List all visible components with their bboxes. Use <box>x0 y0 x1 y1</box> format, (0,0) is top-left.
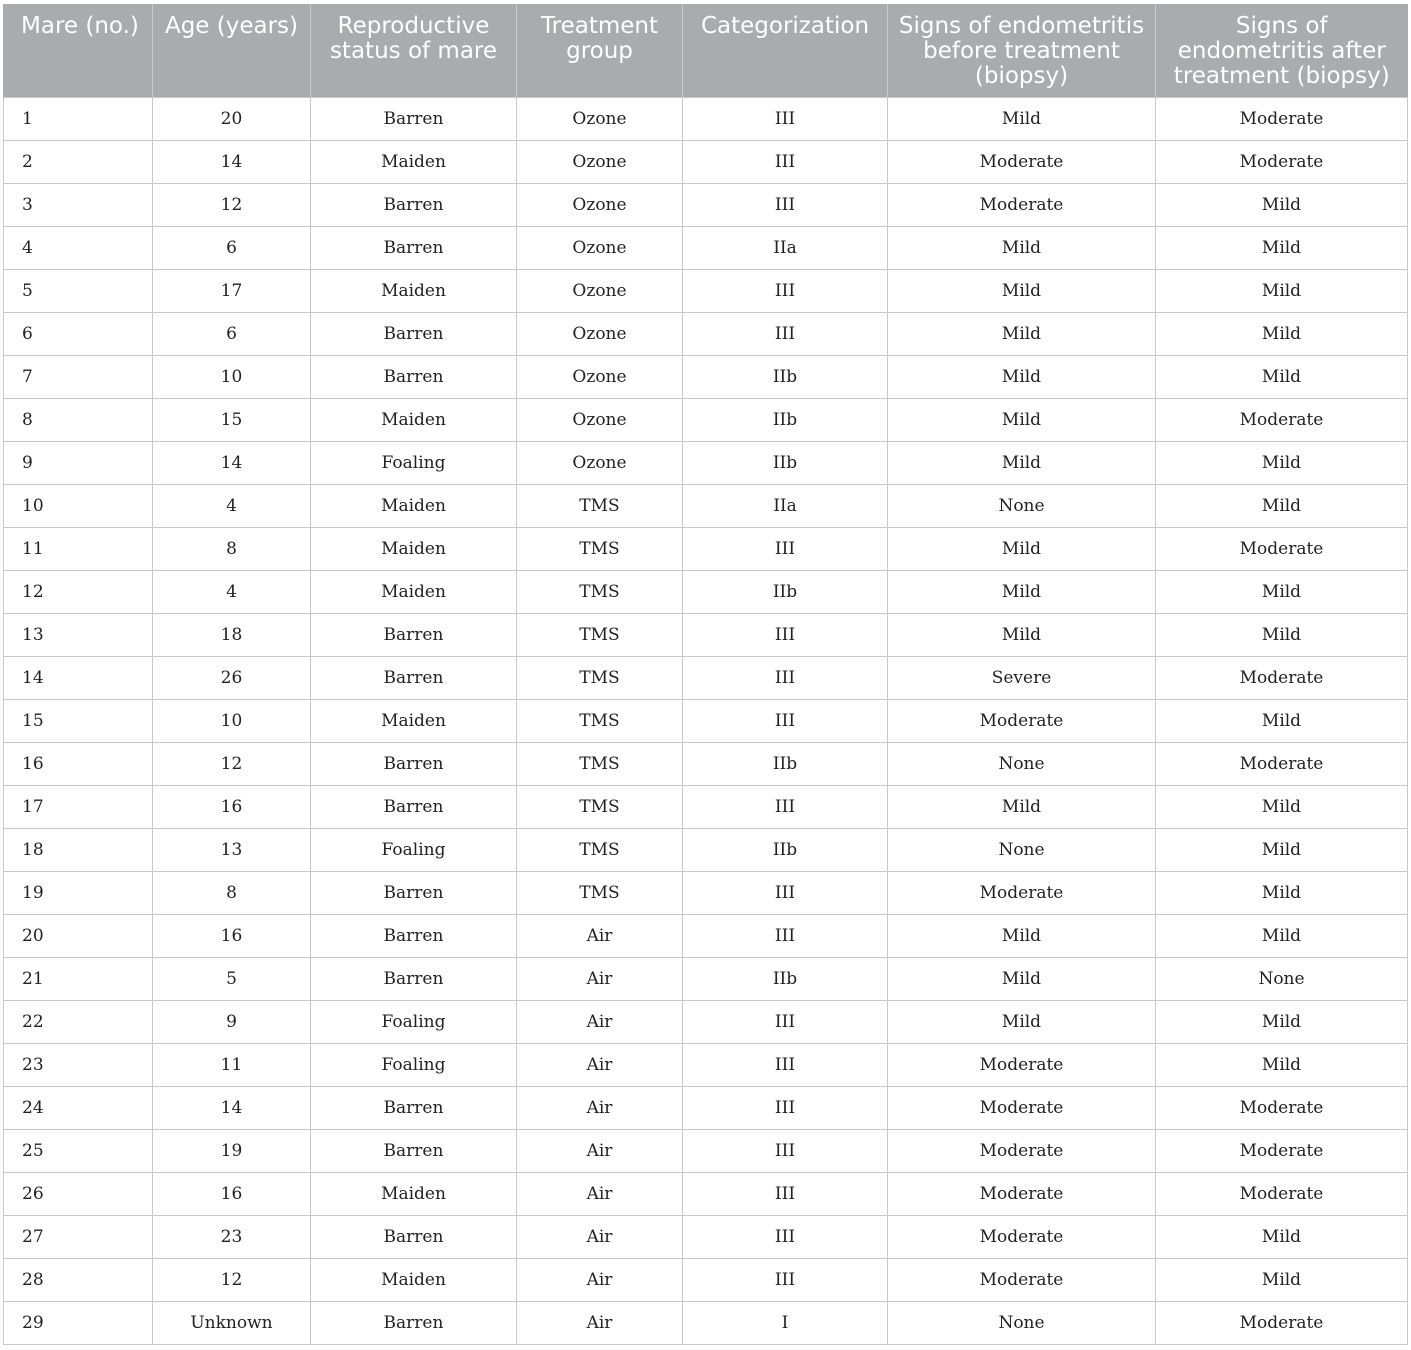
header-mare-no: Mare (no.) <box>4 4 153 98</box>
cell-signs-before: Moderate <box>888 1130 1156 1173</box>
cell-reproductive-status: Foaling <box>311 829 517 872</box>
table-row <box>4 657 1408 700</box>
cell-age: 4 <box>153 485 311 528</box>
cell-age: 14 <box>153 1087 311 1130</box>
cell-signs-after: Mild <box>1156 786 1408 829</box>
cell-treatment-group: Ozone <box>517 442 683 485</box>
cell-age: 17 <box>153 270 311 313</box>
cell-age: 10 <box>153 356 311 399</box>
table-row <box>4 442 1408 485</box>
cell-age: 8 <box>153 872 311 915</box>
cell-signs-before: Mild <box>888 313 1156 356</box>
cell-reproductive-status: Barren <box>311 786 517 829</box>
cell-age: 16 <box>153 786 311 829</box>
cell-categorization: III <box>683 313 888 356</box>
cell-reproductive-status: Foaling <box>311 1001 517 1044</box>
cell-categorization: III <box>683 528 888 571</box>
cell-mare-no: 9 <box>4 442 153 485</box>
cell-signs-after: Mild <box>1156 1044 1408 1087</box>
cell-signs-before: Severe <box>888 657 1156 700</box>
cell-signs-before: Moderate <box>888 1259 1156 1302</box>
cell-signs-before: Moderate <box>888 700 1156 743</box>
cell-signs-before: None <box>888 1302 1156 1345</box>
table-header <box>4 4 1408 98</box>
cell-treatment-group: Ozone <box>517 184 683 227</box>
cell-categorization: IIb <box>683 442 888 485</box>
cell-mare-no: 10 <box>4 485 153 528</box>
table-row <box>4 829 1408 872</box>
header-categorization: Categorization <box>683 4 888 98</box>
cell-signs-after: Mild <box>1156 571 1408 614</box>
table-row <box>4 700 1408 743</box>
cell-signs-after: Mild <box>1156 442 1408 485</box>
cell-age: 23 <box>153 1216 311 1259</box>
data-table-container <box>3 4 1407 1345</box>
cell-age: 10 <box>153 700 311 743</box>
cell-age: 4 <box>153 571 311 614</box>
cell-categorization: III <box>683 915 888 958</box>
cell-reproductive-status: Barren <box>311 1216 517 1259</box>
header-age: Age (years) <box>153 4 311 98</box>
table-row <box>4 485 1408 528</box>
cell-reproductive-status: Barren <box>311 98 517 141</box>
table-row <box>4 1302 1408 1345</box>
cell-signs-after: Mild <box>1156 700 1408 743</box>
cell-signs-before: Mild <box>888 915 1156 958</box>
cell-reproductive-status: Maiden <box>311 485 517 528</box>
cell-age: 6 <box>153 313 311 356</box>
cell-reproductive-status: Foaling <box>311 1044 517 1087</box>
cell-signs-after: Mild <box>1156 829 1408 872</box>
cell-mare-no: 25 <box>4 1130 153 1173</box>
cell-signs-before: Mild <box>888 958 1156 1001</box>
cell-categorization: IIb <box>683 356 888 399</box>
cell-age: 12 <box>153 743 311 786</box>
cell-treatment-group: Air <box>517 1173 683 1216</box>
header-row <box>4 4 1408 98</box>
header-signs-before: Signs of endometritis before treatment (biopsy) <box>888 4 1156 98</box>
cell-signs-before: Moderate <box>888 141 1156 184</box>
cell-treatment-group: Ozone <box>517 141 683 184</box>
cell-treatment-group: Ozone <box>517 399 683 442</box>
cell-signs-after: Mild <box>1156 1216 1408 1259</box>
cell-signs-after: Mild <box>1156 915 1408 958</box>
table-row <box>4 528 1408 571</box>
cell-signs-before: Mild <box>888 571 1156 614</box>
cell-treatment-group: Air <box>517 1001 683 1044</box>
cell-treatment-group: Air <box>517 1087 683 1130</box>
cell-signs-after: Mild <box>1156 313 1408 356</box>
cell-signs-after: Mild <box>1156 485 1408 528</box>
cell-treatment-group: Air <box>517 958 683 1001</box>
cell-age: 12 <box>153 1259 311 1302</box>
cell-reproductive-status: Maiden <box>311 399 517 442</box>
header-signs-after: Signs of endometritis after treatment (biopsy) <box>1156 4 1408 98</box>
cell-signs-before: Mild <box>888 399 1156 442</box>
table-row <box>4 313 1408 356</box>
cell-mare-no: 15 <box>4 700 153 743</box>
cell-signs-after: Moderate <box>1156 141 1408 184</box>
cell-signs-before: Moderate <box>888 1044 1156 1087</box>
cell-age: 9 <box>153 1001 311 1044</box>
cell-categorization: III <box>683 1259 888 1302</box>
cell-mare-no: 29 <box>4 1302 153 1345</box>
cell-mare-no: 19 <box>4 872 153 915</box>
cell-signs-after: None <box>1156 958 1408 1001</box>
cell-mare-no: 17 <box>4 786 153 829</box>
cell-age: 14 <box>153 442 311 485</box>
cell-treatment-group: TMS <box>517 829 683 872</box>
table-row <box>4 958 1408 1001</box>
cell-treatment-group: Air <box>517 1259 683 1302</box>
cell-age: 11 <box>153 1044 311 1087</box>
cell-categorization: IIb <box>683 399 888 442</box>
cell-age: 26 <box>153 657 311 700</box>
cell-treatment-group: Air <box>517 1302 683 1345</box>
cell-reproductive-status: Barren <box>311 743 517 786</box>
cell-signs-after: Moderate <box>1156 528 1408 571</box>
cell-categorization: I <box>683 1302 888 1345</box>
cell-signs-after: Moderate <box>1156 1302 1408 1345</box>
cell-age: 19 <box>153 1130 311 1173</box>
cell-signs-before: Moderate <box>888 1173 1156 1216</box>
cell-reproductive-status: Barren <box>311 1087 517 1130</box>
cell-reproductive-status: Barren <box>311 227 517 270</box>
cell-treatment-group: TMS <box>517 485 683 528</box>
cell-reproductive-status: Barren <box>311 313 517 356</box>
table-row <box>4 1044 1408 1087</box>
cell-mare-no: 2 <box>4 141 153 184</box>
cell-mare-no: 1 <box>4 98 153 141</box>
cell-categorization: III <box>683 872 888 915</box>
cell-signs-before: Mild <box>888 1001 1156 1044</box>
cell-mare-no: 8 <box>4 399 153 442</box>
cell-signs-after: Mild <box>1156 1259 1408 1302</box>
cell-signs-after: Moderate <box>1156 1173 1408 1216</box>
cell-signs-after: Mild <box>1156 227 1408 270</box>
cell-mare-no: 12 <box>4 571 153 614</box>
cell-signs-before: None <box>888 829 1156 872</box>
table-row <box>4 571 1408 614</box>
cell-categorization: IIa <box>683 485 888 528</box>
cell-age: 13 <box>153 829 311 872</box>
table-row <box>4 1087 1408 1130</box>
table-row <box>4 786 1408 829</box>
cell-reproductive-status: Barren <box>311 915 517 958</box>
cell-treatment-group: Air <box>517 1044 683 1087</box>
table-row <box>4 141 1408 184</box>
cell-reproductive-status: Barren <box>311 657 517 700</box>
cell-treatment-group: TMS <box>517 700 683 743</box>
table-row <box>4 227 1408 270</box>
table-row <box>4 1130 1408 1173</box>
cell-treatment-group: TMS <box>517 743 683 786</box>
cell-mare-no: 3 <box>4 184 153 227</box>
cell-reproductive-status: Maiden <box>311 1173 517 1216</box>
cell-treatment-group: TMS <box>517 571 683 614</box>
cell-mare-no: 20 <box>4 915 153 958</box>
cell-signs-before: Moderate <box>888 1216 1156 1259</box>
cell-signs-before: Mild <box>888 614 1156 657</box>
table-row <box>4 1001 1408 1044</box>
cell-age: 15 <box>153 399 311 442</box>
cell-signs-after: Moderate <box>1156 1087 1408 1130</box>
cell-signs-after: Moderate <box>1156 98 1408 141</box>
cell-reproductive-status: Barren <box>311 184 517 227</box>
cell-reproductive-status: Barren <box>311 356 517 399</box>
cell-age: 16 <box>153 1173 311 1216</box>
cell-treatment-group: Air <box>517 1216 683 1259</box>
cell-categorization: III <box>683 1087 888 1130</box>
cell-treatment-group: TMS <box>517 872 683 915</box>
cell-reproductive-status: Barren <box>311 1130 517 1173</box>
cell-mare-no: 24 <box>4 1087 153 1130</box>
cell-mare-no: 26 <box>4 1173 153 1216</box>
table-row <box>4 399 1408 442</box>
cell-treatment-group: Ozone <box>517 227 683 270</box>
cell-signs-after: Mild <box>1156 614 1408 657</box>
cell-signs-before: Moderate <box>888 872 1156 915</box>
cell-age: 18 <box>153 614 311 657</box>
cell-age: 6 <box>153 227 311 270</box>
table-row <box>4 356 1408 399</box>
cell-signs-after: Mild <box>1156 1001 1408 1044</box>
cell-reproductive-status: Maiden <box>311 528 517 571</box>
cell-age: 20 <box>153 98 311 141</box>
cell-categorization: III <box>683 1130 888 1173</box>
cell-categorization: III <box>683 184 888 227</box>
cell-signs-before: Mild <box>888 227 1156 270</box>
cell-signs-after: Mild <box>1156 356 1408 399</box>
cell-signs-before: None <box>888 743 1156 786</box>
cell-signs-after: Mild <box>1156 872 1408 915</box>
cell-mare-no: 13 <box>4 614 153 657</box>
cell-categorization: III <box>683 700 888 743</box>
cell-signs-before: Mild <box>888 528 1156 571</box>
cell-signs-before: Mild <box>888 270 1156 313</box>
cell-treatment-group: TMS <box>517 657 683 700</box>
header-reproductive-status: Reproductive status of mare <box>311 4 517 98</box>
cell-signs-after: Moderate <box>1156 1130 1408 1173</box>
cell-signs-after: Moderate <box>1156 399 1408 442</box>
cell-age: 5 <box>153 958 311 1001</box>
cell-treatment-group: TMS <box>517 786 683 829</box>
cell-mare-no: 28 <box>4 1259 153 1302</box>
cell-categorization: III <box>683 1173 888 1216</box>
table-body <box>4 98 1408 1345</box>
cell-treatment-group: Air <box>517 915 683 958</box>
cell-reproductive-status: Maiden <box>311 700 517 743</box>
cell-reproductive-status: Maiden <box>311 1259 517 1302</box>
cell-categorization: III <box>683 141 888 184</box>
cell-categorization: III <box>683 1216 888 1259</box>
table-row <box>4 1216 1408 1259</box>
cell-mare-no: 14 <box>4 657 153 700</box>
mare-endometritis-table <box>3 4 1408 1345</box>
cell-mare-no: 11 <box>4 528 153 571</box>
table-row <box>4 1173 1408 1216</box>
cell-reproductive-status: Maiden <box>311 141 517 184</box>
cell-age: 12 <box>153 184 311 227</box>
cell-categorization: III <box>683 98 888 141</box>
cell-treatment-group: Air <box>517 1130 683 1173</box>
cell-age: 16 <box>153 915 311 958</box>
cell-signs-after: Moderate <box>1156 657 1408 700</box>
cell-categorization: IIb <box>683 571 888 614</box>
cell-reproductive-status: Maiden <box>311 270 517 313</box>
cell-mare-no: 23 <box>4 1044 153 1087</box>
cell-treatment-group: Ozone <box>517 313 683 356</box>
header-treatment-group: Treatment group <box>517 4 683 98</box>
cell-signs-after: Moderate <box>1156 743 1408 786</box>
cell-reproductive-status: Maiden <box>311 571 517 614</box>
table-row <box>4 270 1408 313</box>
cell-signs-before: Mild <box>888 356 1156 399</box>
cell-mare-no: 16 <box>4 743 153 786</box>
cell-mare-no: 7 <box>4 356 153 399</box>
cell-treatment-group: TMS <box>517 614 683 657</box>
cell-age: 14 <box>153 141 311 184</box>
cell-age: 8 <box>153 528 311 571</box>
cell-categorization: III <box>683 1001 888 1044</box>
table-row <box>4 1259 1408 1302</box>
cell-mare-no: 18 <box>4 829 153 872</box>
cell-reproductive-status: Barren <box>311 958 517 1001</box>
cell-mare-no: 6 <box>4 313 153 356</box>
cell-categorization: III <box>683 270 888 313</box>
cell-treatment-group: Ozone <box>517 356 683 399</box>
cell-reproductive-status: Foaling <box>311 442 517 485</box>
cell-signs-before: Mild <box>888 442 1156 485</box>
cell-signs-before: Mild <box>888 98 1156 141</box>
cell-age: Unknown <box>153 1302 311 1345</box>
cell-categorization: IIb <box>683 743 888 786</box>
cell-categorization: IIb <box>683 829 888 872</box>
cell-mare-no: 4 <box>4 227 153 270</box>
cell-mare-no: 5 <box>4 270 153 313</box>
cell-reproductive-status: Barren <box>311 614 517 657</box>
cell-categorization: III <box>683 614 888 657</box>
table-row <box>4 743 1408 786</box>
cell-categorization: III <box>683 657 888 700</box>
cell-reproductive-status: Barren <box>311 1302 517 1345</box>
table-row <box>4 184 1408 227</box>
table-row <box>4 98 1408 141</box>
cell-signs-before: Mild <box>888 786 1156 829</box>
cell-signs-before: None <box>888 485 1156 528</box>
cell-categorization: IIb <box>683 958 888 1001</box>
cell-categorization: IIa <box>683 227 888 270</box>
cell-signs-before: Moderate <box>888 1087 1156 1130</box>
cell-treatment-group: Ozone <box>517 270 683 313</box>
table-row <box>4 915 1408 958</box>
cell-mare-no: 22 <box>4 1001 153 1044</box>
cell-signs-after: Mild <box>1156 270 1408 313</box>
table-row <box>4 614 1408 657</box>
cell-signs-after: Mild <box>1156 184 1408 227</box>
cell-signs-before: Moderate <box>888 184 1156 227</box>
cell-mare-no: 21 <box>4 958 153 1001</box>
cell-treatment-group: Ozone <box>517 98 683 141</box>
cell-categorization: III <box>683 786 888 829</box>
cell-categorization: III <box>683 1044 888 1087</box>
cell-mare-no: 27 <box>4 1216 153 1259</box>
cell-treatment-group: TMS <box>517 528 683 571</box>
cell-reproductive-status: Barren <box>311 872 517 915</box>
table-row <box>4 872 1408 915</box>
